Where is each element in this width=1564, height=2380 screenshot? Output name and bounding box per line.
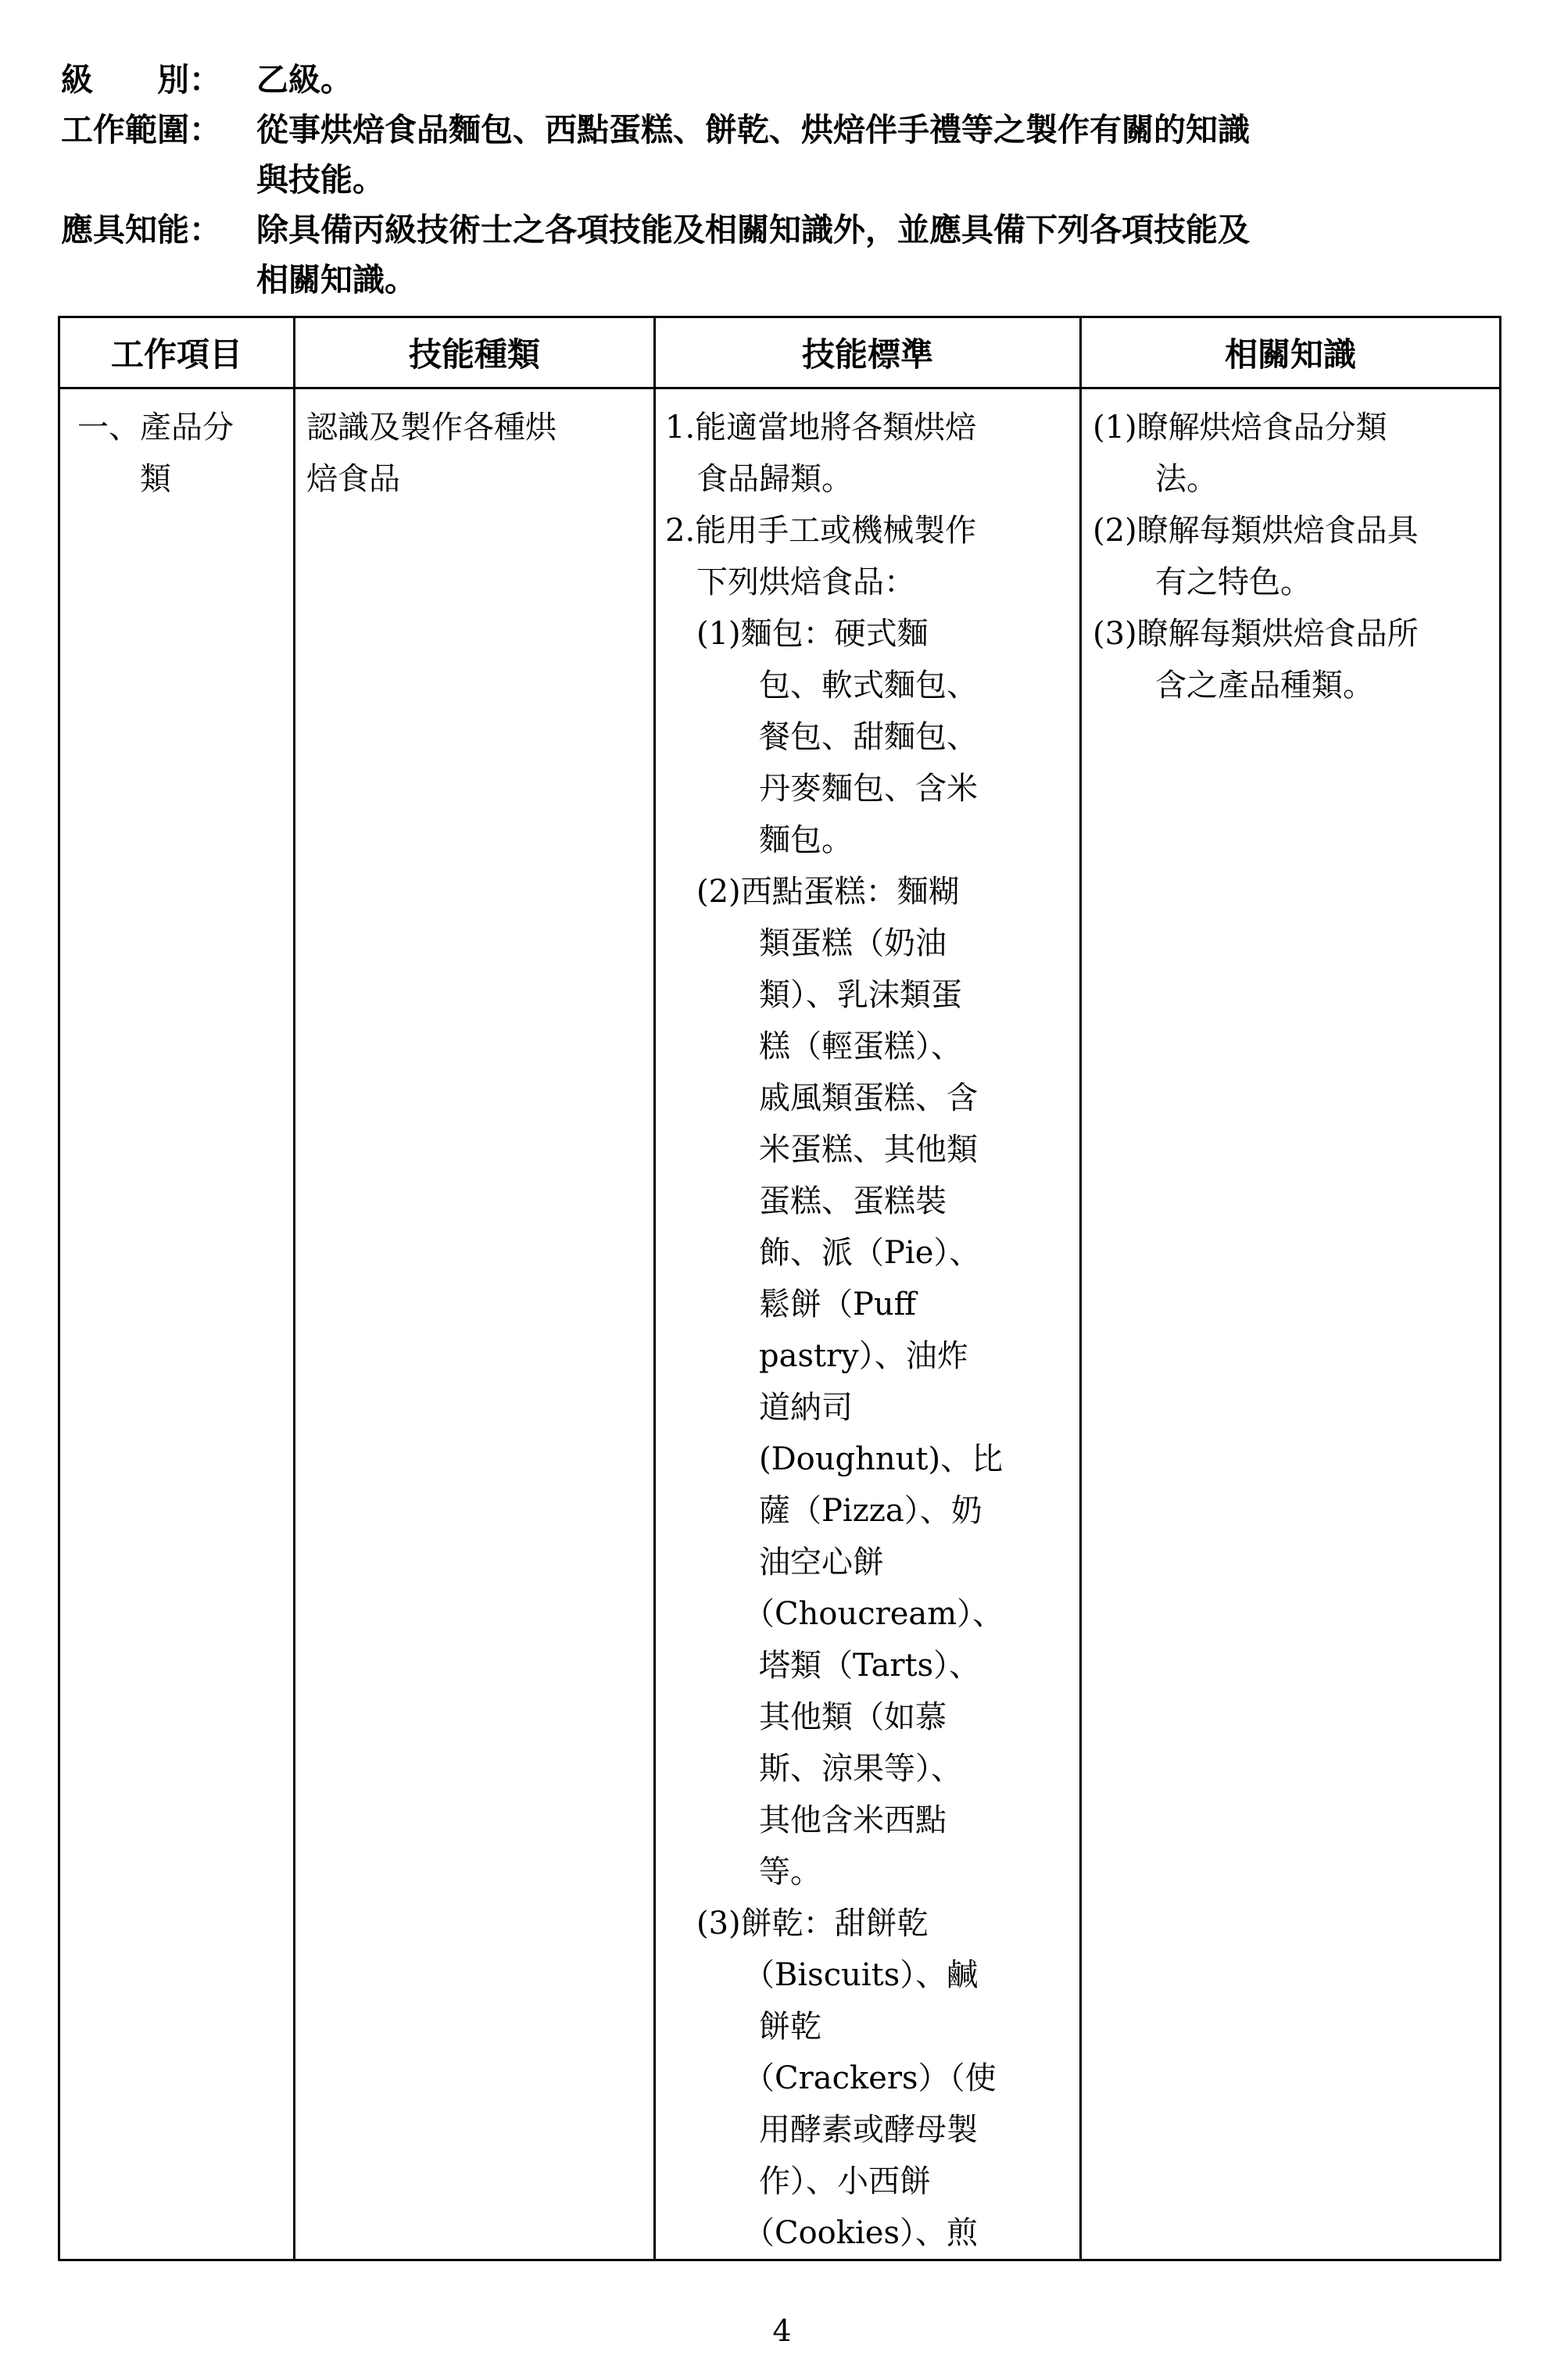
level-value: 乙級。 <box>256 61 353 98</box>
skill-standard-line: (Doughnut)、比 <box>665 1441 1004 1477</box>
knowledge-value <box>256 205 1499 305</box>
skill-standard-line: （Biscuits）、鹹 <box>665 1957 979 1993</box>
table-row <box>59 388 1501 2260</box>
skill-standard-line: 1.能適當地將各類烘焙 <box>665 410 977 446</box>
skill-standard-line: 其他含米西點 <box>665 1802 947 1838</box>
skill-standard-line: 用酵素或酵母製 <box>665 2112 978 2148</box>
skill-type-line: 焙食品 <box>306 461 400 497</box>
page-number: 4 <box>772 2314 792 2348</box>
skill-standard-line: 類蛋糕（奶油 <box>665 925 947 961</box>
header-skill-standard: 技能標準 <box>655 317 1081 388</box>
header-skill-type: 技能種類 <box>295 317 655 388</box>
skill-standard-line: 餅乾 <box>665 2009 821 2045</box>
skill-standard-line: （Crackers）（使 <box>665 2060 997 2096</box>
skill-standard-line: 斯、涼果等）、 <box>665 1751 962 1787</box>
skill-standard-line: pastry）、油炸 <box>665 1338 968 1374</box>
skill-type-cell <box>295 388 655 2260</box>
skill-standard-line: 油空心餅 <box>665 1544 884 1580</box>
skill-standard-line: 作）、小西餅 <box>665 2163 931 2199</box>
work-item-cell <box>59 388 295 2260</box>
related-knowledge-line: (2)瞭解每類烘焙食品具 <box>1093 513 1419 549</box>
skill-standard-line: 薩（Pizza）、奶 <box>665 1493 982 1529</box>
skill-standard-line: （Cookies）、煎 <box>665 2215 978 2251</box>
related-knowledge-line: 有之特色。 <box>1093 564 1312 600</box>
related-knowledge-line: (3)瞭解每類烘焙食品所 <box>1093 616 1419 652</box>
skill-standard-line: 下列烘焙食品： <box>665 564 915 600</box>
skill-standard-line: 食品歸類。 <box>665 461 853 497</box>
skill-standard-cell <box>655 388 1081 2260</box>
skill-standard-line: (2)西點蛋糕：麵糊 <box>665 874 960 910</box>
skill-standard-line: 道納司 <box>665 1390 853 1426</box>
knowledge-line: 相關知識。 <box>256 261 417 299</box>
skill-standard-line: (3)餅乾：甜餅乾 <box>665 1906 929 1942</box>
skill-standard-line: 糕（輕蛋糕）、 <box>665 1029 962 1065</box>
skill-standard-line: 其他類（如慕 <box>665 1699 947 1735</box>
level-label: 級 別： <box>61 61 221 98</box>
scope-row <box>61 105 1499 205</box>
skill-standard-line: 鬆餅（Puff <box>665 1287 917 1322</box>
scope-value <box>256 105 1499 205</box>
header-work-item: 工作項目 <box>59 317 295 388</box>
header-related-knowledge: 相關知識 <box>1081 317 1501 388</box>
level-row <box>61 55 1499 105</box>
skill-standard-line: 包、軟式麵包、 <box>665 667 978 703</box>
related-knowledge-line: 含之產品種類。 <box>1093 667 1374 703</box>
related-knowledge-cell <box>1081 388 1501 2260</box>
skill-standard-line: 米蛋糕、其他類 <box>665 1132 978 1168</box>
skill-standard-line: 等。 <box>665 1854 821 1890</box>
skills-table <box>58 316 1501 2261</box>
scope-line: 與技能。 <box>256 161 385 199</box>
work-item-line: 一、產品分 <box>77 410 234 446</box>
knowledge-row <box>61 205 1499 305</box>
skill-standard-line: 蛋糕、蛋糕裝 <box>665 1183 947 1219</box>
related-knowledge-line: (1)瞭解烘焙食品分類 <box>1093 410 1387 446</box>
skill-standard-line: 塔類（Tarts）、 <box>665 1648 981 1684</box>
work-item-line: 類 <box>77 461 171 497</box>
scope-label: 工作範圍： <box>61 111 221 149</box>
skill-type-line: 認識及製作各種烘 <box>306 410 557 446</box>
knowledge-line: 除具備丙級技術士之各項技能及相關知識外，並應具備下列各項技能及 <box>256 211 1250 249</box>
skill-standard-line: 飾、派（Pie）、 <box>665 1235 981 1271</box>
skill-standard-line: （Choucream）、 <box>665 1596 1004 1632</box>
skill-standard-line: 餐包、甜麵包、 <box>665 719 978 755</box>
skill-standard-line: 戚風類蛋糕、含 <box>665 1080 978 1116</box>
skill-standard-line: 類）、乳沫類蛋 <box>665 977 962 1013</box>
skill-standard-line: (1)麵包：硬式麵 <box>665 616 929 652</box>
skill-standard-line: 2.能用手工或機械製作 <box>665 513 977 549</box>
table-header-row <box>59 317 1501 388</box>
skill-standard-line: 丹麥麵包、含米 <box>665 771 978 807</box>
document-header <box>61 55 1499 305</box>
related-knowledge-line: 法。 <box>1093 461 1218 497</box>
knowledge-label: 應具知能： <box>61 211 221 249</box>
scope-line: 從事烘焙食品麵包、西點蛋糕、餅乾、烘焙伴手禮等之製作有關的知識 <box>256 111 1250 149</box>
skill-standard-line: 麵包。 <box>665 822 853 858</box>
